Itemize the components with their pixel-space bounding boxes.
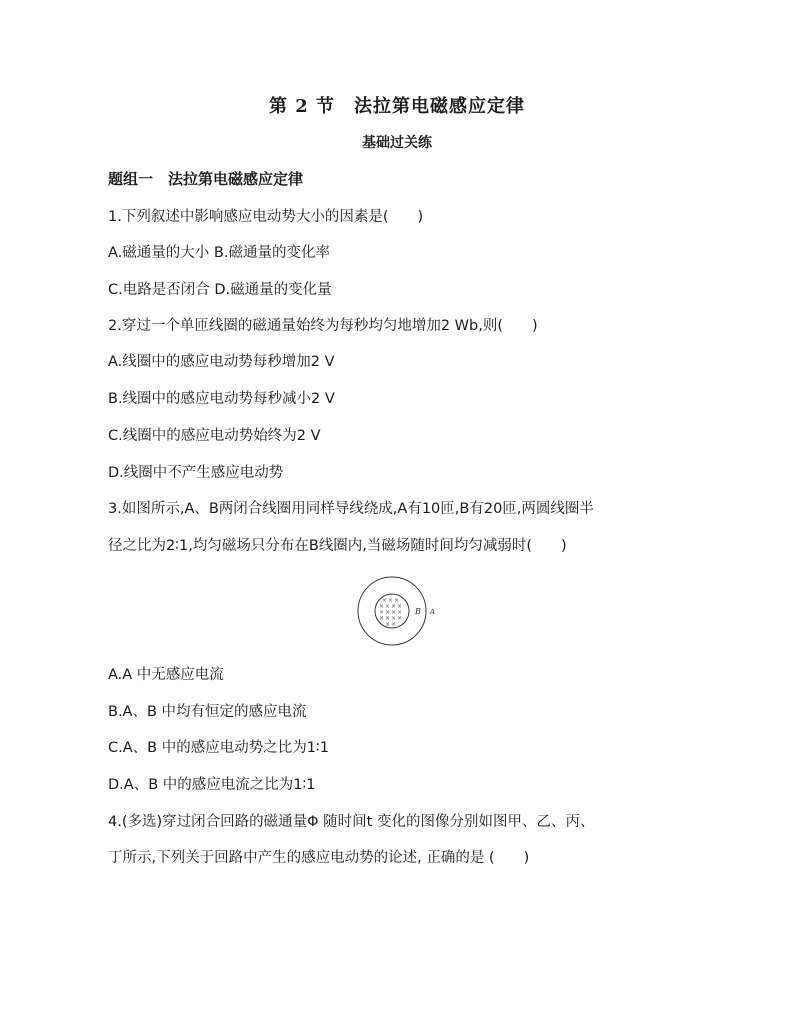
question-1-options-cd: C.电路是否闭合 D.磁通量的变化量 (108, 282, 332, 298)
question-2-option-c: C.线圈中的感应电动势始终为2 V (108, 428, 321, 444)
question-3-option-c: C.A、B 中的感应电动势之比为1∶1 (108, 740, 329, 756)
svg-text:×: × (379, 603, 385, 610)
question-2-option-d: D.线圈中不产生感应电动势 (108, 465, 284, 481)
question-1-stem: 1.下列叙述中影响感应电动势大小的因素是( ) (108, 209, 424, 225)
svg-text:×: × (391, 621, 397, 628)
magnetic-field-crosses (379, 597, 402, 628)
question-3-option-d: D.A、B 中的感应电流之比为1∶1 (108, 777, 316, 793)
svg-text:×: × (385, 609, 391, 616)
question-4-stem-line2: 丁所示,下列关于回路中产生的感应电动势的论述, 正确的是 ( ) (108, 850, 530, 866)
svg-text:×: × (397, 615, 403, 622)
question-4-stem-line1: 4.(多选)穿过闭合回路的磁通量Φ 随时间t 变化的图像分别如图甲、乙、丙、 (108, 814, 595, 830)
question-1-options-ab: A.磁通量的大小 B.磁通量的变化率 (108, 245, 330, 261)
question-2-option-a: A.线圈中的感应电动势每秒增加2 V (108, 354, 335, 370)
section-title: 第 2 节 法拉第电磁感应定律 (268, 96, 526, 117)
svg-text:×: × (385, 621, 391, 628)
svg-text:×: × (379, 615, 385, 622)
question-3-stem-line1: 3.如图所示,A、B两闭合线圈用同样导线绕成,A有10匝,B有20匝,两圆线圈半 (108, 501, 594, 517)
svg-text:×: × (397, 603, 403, 610)
question-3-stem-line2: 径之比为2∶1,均匀磁场只分布在B线圈内,当磁场随时间均匀减弱时( ) (108, 538, 567, 554)
svg-text:×: × (382, 597, 388, 604)
svg-text:×: × (391, 603, 397, 610)
svg-text:×: × (388, 597, 394, 604)
question-2-stem: 2.穿过一个单匝线圈的磁通量始终为每秒均匀地增加2 Wb,则( ) (108, 318, 538, 334)
coil-diagram (355, 574, 445, 648)
question-3-option-b: B.A、B 中均有恒定的感应电流 (108, 704, 307, 720)
svg-text:×: × (385, 615, 391, 622)
question-3-option-a: A.A 中无感应电流 (108, 667, 224, 683)
svg-text:×: × (391, 609, 397, 616)
question-2-option-b: B.线圈中的感应电动势每秒减小2 V (108, 391, 335, 407)
svg-text:×: × (391, 615, 397, 622)
label-a: A (430, 608, 436, 616)
group-title: 题组一 法拉第电磁感应定律 (108, 170, 304, 188)
svg-text:×: × (397, 609, 403, 616)
svg-text:×: × (394, 597, 400, 604)
coil-figure (355, 574, 445, 648)
section-subtitle: 基础过关练 (362, 135, 432, 151)
label-b: B (415, 607, 421, 616)
svg-text:×: × (379, 609, 385, 616)
svg-text:×: × (385, 603, 391, 610)
